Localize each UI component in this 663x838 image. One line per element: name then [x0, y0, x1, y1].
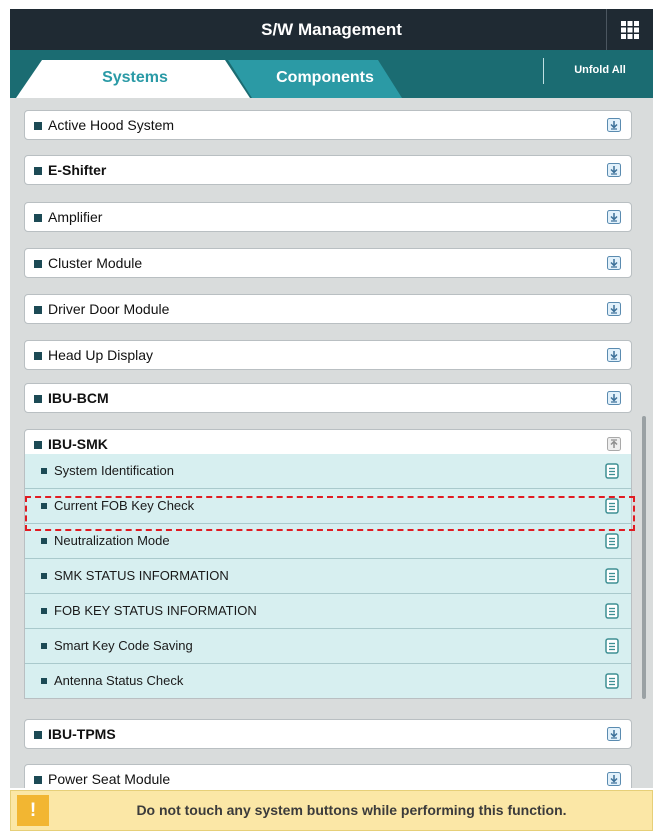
sw-management-window	[10, 9, 653, 831]
bullet-marker	[34, 731, 42, 739]
download-icon[interactable]	[607, 348, 621, 362]
function-item-smk-status-information[interactable]	[25, 559, 631, 594]
download-icon[interactable]	[607, 772, 621, 786]
function-item-fob-key-status-information[interactable]	[25, 594, 631, 629]
tab-bar	[10, 50, 653, 98]
system-item-label: IBU-TPMS	[48, 726, 116, 742]
system-item-label: IBU-SMK	[48, 436, 108, 452]
system-item-label: Power Seat Module	[48, 771, 171, 787]
system-item-label: Driver Door Module	[48, 301, 170, 317]
document-icon[interactable]	[605, 463, 619, 479]
function-item-neutralization-mode[interactable]	[25, 524, 631, 559]
function-item-label: Neutralization Mode	[54, 533, 170, 548]
system-item-label: Head Up Display	[48, 347, 154, 363]
bullet-marker	[41, 678, 47, 684]
bullet-marker	[34, 352, 42, 360]
system-item-label: Active Hood System	[48, 117, 175, 133]
system-item-amplifier[interactable]	[24, 202, 632, 232]
system-item-ibu-bcm[interactable]	[24, 383, 632, 413]
warning-message: Do not touch any system buttons while performing this function.	[136, 802, 567, 818]
warning-icon: !	[17, 795, 49, 826]
download-icon[interactable]	[607, 727, 621, 741]
download-icon[interactable]	[607, 118, 621, 132]
function-item-label: Current FOB Key Check	[54, 498, 195, 513]
function-item-label: SMK STATUS INFORMATION	[54, 568, 229, 583]
document-icon[interactable]	[605, 638, 619, 654]
download-icon[interactable]	[607, 163, 621, 177]
bullet-marker	[34, 122, 42, 130]
bullet-marker	[41, 643, 47, 649]
system-item-active-hood-system[interactable]	[24, 110, 632, 140]
function-item-antenna-status-check[interactable]	[25, 664, 631, 699]
download-icon[interactable]	[607, 256, 621, 270]
system-item-power-seat-module[interactable]	[24, 764, 632, 788]
scrollbar[interactable]	[642, 416, 646, 699]
function-item-system-identification[interactable]	[25, 454, 631, 489]
function-item-current-fob-key-check[interactable]	[25, 489, 631, 524]
system-item-cluster-module[interactable]	[24, 248, 632, 278]
function-item-label: System Identification	[54, 463, 174, 478]
unfold-all-button[interactable]: Unfold All	[574, 64, 626, 76]
bullet-marker	[34, 214, 42, 222]
tab-components[interactable]: Components	[276, 69, 374, 86]
document-icon[interactable]	[605, 568, 619, 584]
grid-menu-button[interactable]	[606, 9, 653, 50]
download-icon[interactable]	[607, 391, 621, 405]
bullet-marker	[34, 306, 42, 314]
system-item-ibu-tpms[interactable]	[24, 719, 632, 749]
document-icon[interactable]	[605, 498, 619, 514]
bullet-marker	[34, 776, 42, 784]
unfold-divider	[543, 58, 544, 84]
system-item-head-up-display[interactable]	[24, 340, 632, 370]
function-item-label: Antenna Status Check	[54, 673, 184, 688]
system-item-label: Cluster Module	[48, 255, 143, 271]
title-bar	[10, 9, 653, 50]
download-icon[interactable]	[607, 210, 621, 224]
function-item-label: FOB KEY STATUS INFORMATION	[54, 603, 257, 618]
document-icon[interactable]	[605, 533, 619, 549]
download-icon[interactable]	[607, 302, 621, 316]
warning-bar	[10, 790, 653, 831]
function-item-smart-key-code-saving[interactable]	[25, 629, 631, 664]
grid-icon	[621, 21, 639, 39]
upload-icon[interactable]	[607, 437, 621, 451]
bullet-marker	[41, 468, 47, 474]
bullet-marker	[34, 395, 42, 403]
page-title: S/W Management	[261, 20, 402, 39]
bullet-marker	[41, 538, 47, 544]
system-list[interactable]	[10, 98, 653, 788]
bullet-marker	[41, 573, 47, 579]
document-icon[interactable]	[605, 673, 619, 689]
function-item-label: Smart Key Code Saving	[54, 638, 193, 653]
system-item-driver-door-module[interactable]	[24, 294, 632, 324]
ibu-smk-function-list	[24, 454, 632, 699]
system-item-label: E-Shifter	[48, 162, 107, 178]
tab-systems[interactable]: Systems	[102, 69, 168, 86]
bullet-marker	[41, 503, 47, 509]
system-item-e-shifter[interactable]	[24, 155, 632, 185]
document-icon[interactable]	[605, 603, 619, 619]
bullet-marker	[34, 260, 42, 268]
bullet-marker	[41, 608, 47, 614]
system-item-label: Amplifier	[48, 209, 103, 225]
bullet-marker	[34, 167, 42, 175]
bullet-marker	[34, 441, 42, 449]
system-item-label: IBU-BCM	[48, 390, 109, 406]
